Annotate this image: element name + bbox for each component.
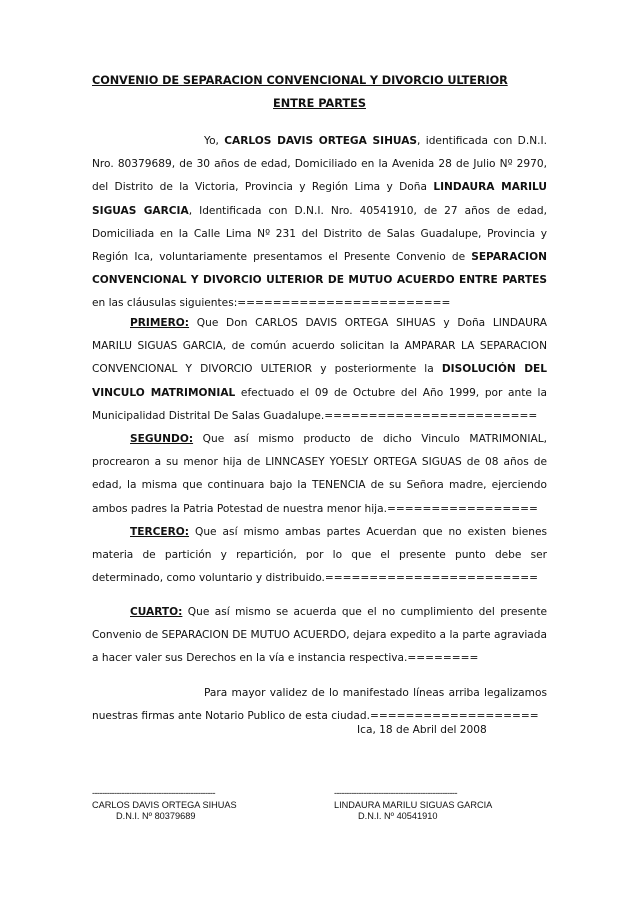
- agreement-name: SEPARACION CONVENCIONAL Y DIVORCIO ULTERIOR DE MUTUO ACUERDO ENTRE PARTES: [92, 251, 547, 287]
- clause-primero: PRIMERO: Que Don CARLOS DAVIS ORTEGA SIHUAS y Doña LINDAURA MARILU SIGUAS GARCIA, de común acuerdo solicitan la AMPARAR LA SEPARACION CONVENCIONAL Y DIVORCIO ULTERIOR y posteriormente la DISOLUCIÓN DEL VINCULO MATRIMONIAL efectuado el 09 de Octubre del Año 1999, por ante la Municipalidad Distrital De Salas Guadalupe.========================: [92, 317, 547, 422]
- document-date: Ica, 18 de Abril del 2008: [357, 724, 487, 736]
- clause-tercero: TERCERO: Que así mismo ambas partes Acuerdan que no existen bienes materia de partición y repartición, por lo que el presente punto debe ser determinado, como voluntario y distribuido.========================: [92, 526, 547, 585]
- signer-name: LINDAURA MARILU SIGUAS GARCIA: [334, 799, 493, 810]
- signer-dni: D.N.I. Nº 40541910: [358, 811, 438, 821]
- signer-name: CARLOS DAVIS ORTEGA SIHUAS: [92, 799, 237, 810]
- signature-line: --------------------------------------------------: [334, 788, 457, 798]
- signature-block-right: [334, 788, 492, 823]
- closing-paragraph: Para mayor validez de lo manifestado líneas arriba legalizamos nuestras firmas ante Notario Publico de esta ciudad.===================: [92, 687, 547, 723]
- signature-line: --------------------------------------------------: [92, 788, 215, 798]
- intro-paragraph: Yo, CARLOS DAVIS ORTEGA SIHUAS, identificada con D.N.I. Nro. 80379689, de 30 años de edad, Domiciliado en la Avenida 28 de Julio Nº 2970, del Distrito de la Victoria, Provincia y Región Lima y Doña LINDAURA MARILU SIGUAS GARCIA, Identificada con D.N.I. Nro. 40541910, de 27 años de edad, Domiciliada en la Calle Lima Nº 231 del Distrito de Salas Guadalupe, Provincia y Región Ica, voluntariamente presentamos el Presente Convenio de SEPARACION CONVENCIONAL Y DIVORCIO ULTERIOR DE MUTUO ACUERDO ENTRE PARTES en las cláusulas siguientes:========================: [92, 135, 547, 310]
- document-title: CONVENIO DE SEPARACION CONVENCIONAL Y DIVORCIO ULTERIOR: [92, 74, 508, 87]
- clause-label: SEGUNDO:: [130, 433, 194, 445]
- signer-dni: D.N.I. Nº 80379689: [116, 811, 196, 821]
- clause-label: CUARTO:: [130, 606, 183, 618]
- clause-segundo: SEGUNDO: Que así mismo producto de dicho Vinculo MATRIMONIAL, procrearon a su menor hija de LINNCASEY YOESLY ORTEGA SIGUAS de 08 años de edad, la misma que continuara bajo la TENENCIA de su Señora madre, ejerciendo ambos padres la Patria Potestad de nuestra menor hija.=================: [92, 433, 547, 515]
- clause-label: TERCERO:: [130, 526, 190, 538]
- clause-cuarto: CUARTO: Que así mismo se acuerda que el no cumplimiento del presente Convenio de SEPARACION DE MUTUO ACUERDO, dejara expedito a la parte agraviada a hacer valer sus Derechos en la vía e instancia respectiva.========: [92, 606, 547, 665]
- party-two-name: LINDAURA MARILU SIGUAS GARCIA: [92, 181, 547, 217]
- signature-block-left: [92, 788, 237, 823]
- party-one-name: CARLOS DAVIS ORTEGA SIHUAS: [224, 135, 418, 147]
- document-subtitle: ENTRE PARTES: [273, 97, 366, 110]
- clause-label: PRIMERO:: [130, 317, 190, 329]
